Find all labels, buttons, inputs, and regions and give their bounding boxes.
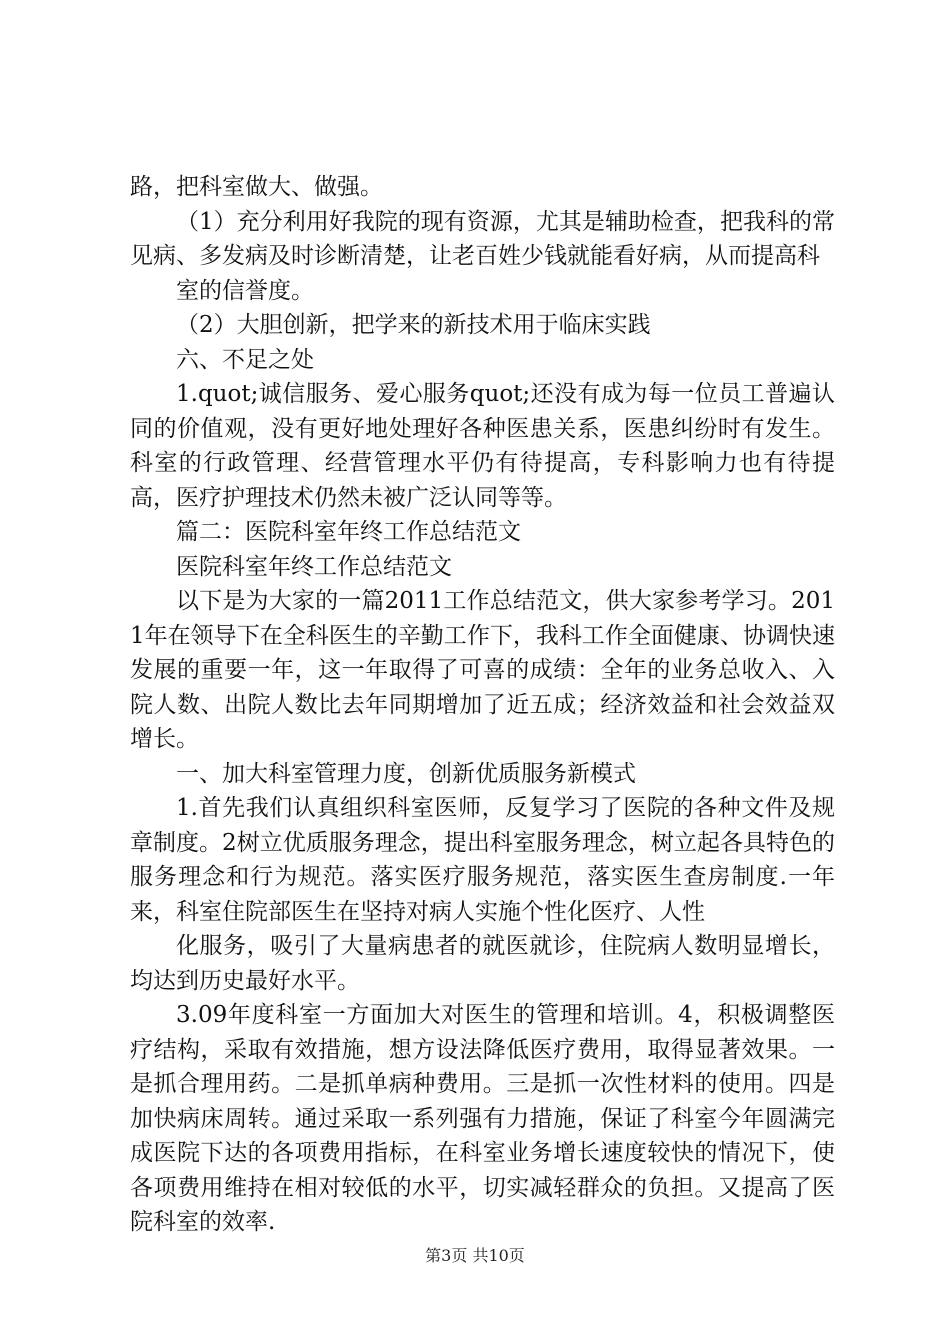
document-title: 医院科室年终工作总结范文 xyxy=(176,553,452,580)
paragraph-6: 1.quot;诚信服务、爱心服务quot;还没有成为每一位员工普遍认同的价值观，没有更好地处理好各种医患关系，医患纠纷时有发生。科室的行政管理、经营管理水平仍有待提高，专科影响力也有待提高，医疗护理技术仍然未被广泛认同等等。 xyxy=(130,381,835,511)
paragraph-11: 1.首先我们认真组织科室医师，反复学习了医院的各种文件及规章制度。2树立优质服务理念，提出科室服务理念，树立起各具特色的服务理念和行为规范。落实医疗服务规范，落实医生查房制度.一年来，科室住院部医生在坚持对病人实施个性化医疗、人性 xyxy=(130,795,835,925)
chapter-heading: 篇二：医院科室年终工作总结范文 xyxy=(176,519,521,545)
paragraph-9: 以下是为大家的一篇2011工作总结范文，供大家参考学习。2011年在领导下在全科医生的辛勤工作下，我科工作全面健康、协调快速发展的重要一年，这一年取得了可喜的成绩：全年的业务总收入、入院人数、出院人数比去年同期增加了近五成；经济效益和社会效益双增长。 xyxy=(130,588,835,752)
section-heading-management: 一、加大科室管理力度，创新优质服务新模式 xyxy=(176,760,636,787)
paragraph-12: 化服务，吸引了大量病患者的就医就诊，住院病人数明显增长，均达到历史最好水平。 xyxy=(130,933,835,994)
page-number-footer: 第3页 共10页 xyxy=(425,1246,525,1265)
paragraph-3: 室的信誉度。 xyxy=(176,277,314,304)
paragraph-2: （1）充分利用好我院的现有资源，尤其是辅助检查，把我科的常见病、多发病及时诊断清楚，让老百姓少钱就能看好病，从而提高科 xyxy=(130,208,835,269)
paragraph-13: 3.09年度科室一方面加大对医生的管理和培训。4，积极调整医疗结构，采取有效措施，想方设法降低医疗费用，取得显著效果。一是抓合理用药。二是抓单病种费用。三是抓一次性材料的使用。四是加快病床周转。通过采取一系列强有力措施，保证了科室今年圆满完成医院下达的各项费用指标，在科室业务增长速度较快的情况下，使各项费用维持在相对较低的水平，切实减轻群众的负担。又提高了医院科室的效率. xyxy=(130,1002,835,1235)
paragraph-1: 路，把科室做大、做强。 xyxy=(130,174,383,200)
section-heading-shortcomings: 六、不足之处 xyxy=(176,346,314,373)
document-body xyxy=(130,170,835,1240)
paragraph-4: （2）大胆创新，把学来的新技术用于临床实践 xyxy=(176,312,651,338)
